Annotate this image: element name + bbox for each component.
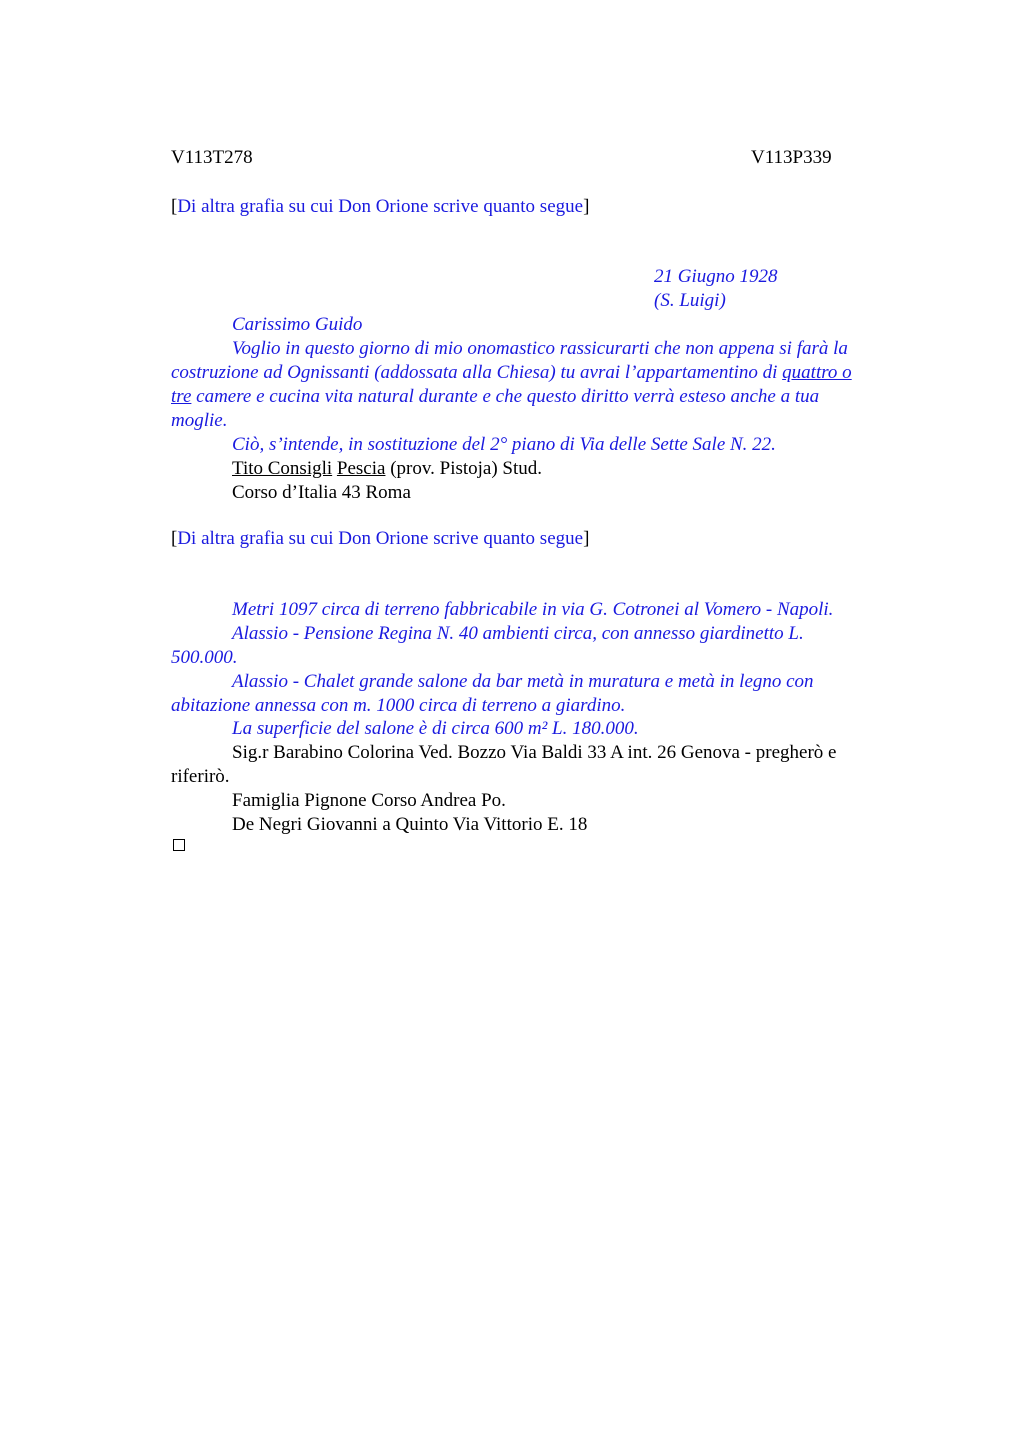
note-text: Di altra grafia su cui Don Orione scrive quanto segue <box>177 196 584 217</box>
address-name: Tito Consigli <box>232 458 333 479</box>
salutation: Carissimo Guido <box>232 314 363 335</box>
editor-note-1 <box>171 195 589 219</box>
letter-line-2-text: costruzione ad Ognissanti (addossata alla Chiesa) tu avrai l’appartamentino di <box>171 362 783 383</box>
letter-date: 21 Giugno 1928 <box>654 266 778 287</box>
address-line-1 <box>232 457 542 481</box>
address-line-2: Corso d’Italia 43 Roma <box>232 482 411 503</box>
address-rest: (prov. Pistoja) Stud. <box>385 458 543 479</box>
letter-line-1: Voglio in questo giorno di mio onomastico rassicurarti che non appena si farà la <box>232 338 848 359</box>
list-line-7: Sig.r Barabino Colorina Ved. Bozzo Via Baldi 33 A int. 26 Genova - pregherò e <box>232 742 837 763</box>
letter-line-4: moglie. <box>171 410 228 431</box>
list-line-9: Famiglia Pignone Corso Andrea Po. <box>232 790 506 811</box>
letter-line-2 <box>171 361 852 385</box>
address-city: Pescia <box>336 458 386 479</box>
list-line-2: Alassio - Pensione Regina N. 40 ambienti circa, con annesso giardinetto L. <box>232 623 804 644</box>
bracket-close: ] <box>583 528 590 549</box>
letter-line-3 <box>171 385 819 409</box>
letter-line-3-text: camere e cucina vita natural durante e che questo diritto verrà esteso anche a tua <box>191 386 820 407</box>
list-line-8: riferirò. <box>171 766 230 787</box>
list-line-6: La superficie del salone è di circa 600 m² L. 180.000. <box>232 718 639 739</box>
underlined-tre: tre <box>171 386 192 407</box>
right-code: V113P339 <box>751 147 832 168</box>
underlined-quattro-o: quattro o <box>782 362 852 383</box>
note-text: Di altra grafia su cui Don Orione scrive quanto segue <box>177 528 584 549</box>
left-code: V113T278 <box>171 147 253 168</box>
letter-feast: (S. Luigi) <box>654 290 726 311</box>
editor-note-2 <box>171 527 589 551</box>
bracket-open: [ <box>171 528 178 549</box>
list-line-4: Alassio - Chalet grande salone da bar metà in muratura e metà in legno con <box>232 671 814 692</box>
list-line-3: 500.000. <box>171 647 238 668</box>
list-line-5: abitazione annessa con m. 1000 circa di terreno a giardino. <box>171 695 626 716</box>
list-line-10: De Negri Giovanni a Quinto Via Vittorio E. 18 <box>232 814 588 835</box>
bracket-close: ] <box>583 196 590 217</box>
letter-line-5: Ciò, s’intende, in sostituzione del 2° piano di Via delle Sette Sale N. 22. <box>232 434 776 455</box>
checkbox-icon <box>173 839 185 851</box>
bracket-open: [ <box>171 196 178 217</box>
list-line-1: Metri 1097 circa di terreno fabbricabile in via G. Cotronei al Vomero - Napoli. <box>232 599 834 620</box>
